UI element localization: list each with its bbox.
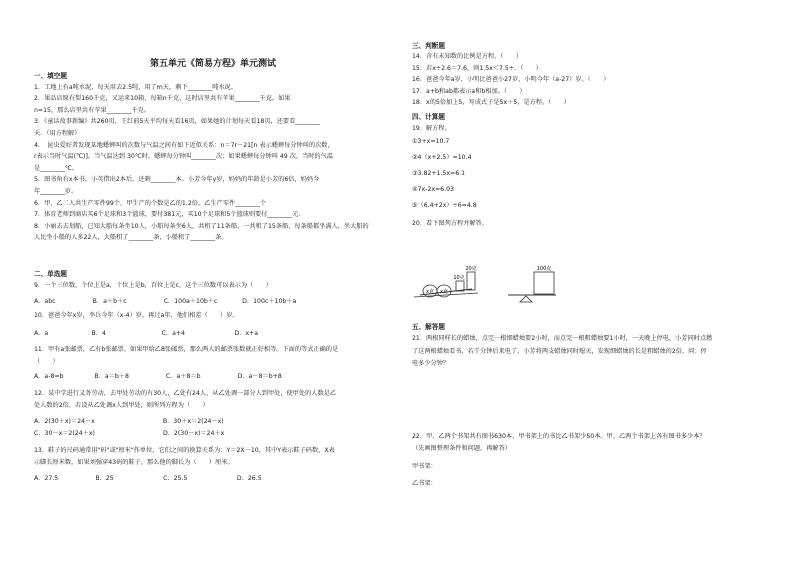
question-text: 是________℃。 bbox=[34, 164, 79, 172]
question-text: 22．甲、乙两个书架共有图书630本，甲书架上的书比乙书架少50本。甲、乙两个书架上各有图书多少本？ bbox=[412, 433, 706, 440]
question-text: 乙书架： bbox=[412, 480, 437, 487]
label-20g: 20克 bbox=[465, 266, 477, 272]
question-text: n=15，那么店里共有苹果________千克。 bbox=[34, 106, 150, 114]
weight-10g bbox=[456, 281, 464, 291]
question-text: ④7x-2x=6.03 bbox=[412, 186, 454, 193]
label-100g: 100克 bbox=[536, 266, 552, 272]
balance-scale-figure bbox=[412, 262, 562, 306]
question-text: 6．甲、乙二人共生产零件99个，甲生产的个数是乙的1.2倍，乙生产零件________个 bbox=[34, 199, 267, 207]
question-text: 11．甲有a张邮票，乙有b张邮票，如果甲给乙8张邮票，那么两人的邮票张数就正好相等。下面的等式正确的是 bbox=[34, 346, 339, 353]
label-x-gram-2: x克 bbox=[440, 289, 448, 295]
section-heading: 五、解答题 bbox=[412, 323, 445, 331]
question-text: r表示当时气温(℃)]。当气温达到 30℃时，蟋蟀每分钟叫________次；如果蟋蟀每分钟叫 49 次，当时的气温 bbox=[34, 153, 334, 161]
question-text: C．30－x＝2(24＋x) D．2(30－x)＝24＋x bbox=[34, 430, 225, 437]
page-title: 第五单元《简易方程》单元测试 bbox=[150, 59, 277, 69]
section-heading: 四、计算题 bbox=[412, 113, 445, 121]
question-text: ①3+x=10.7 bbox=[412, 138, 450, 145]
question-text: 5．图书角有x本书，小英借出2本后，还剩________本。小芳今年y岁，妈妈的年龄是小芳的6倍，妈妈今 bbox=[34, 176, 320, 184]
question-text: 天．（用方程解） bbox=[34, 130, 81, 137]
question-text: 3．《童话故事新编》共260页，王红前5天平均每天看16页，如果她的计划每天看18页，还要看________ bbox=[34, 118, 321, 126]
question-text: 1．工地上有a吨水泥，每天用去2.5吨，用了m天，剩下________吨水泥。 bbox=[34, 83, 238, 91]
question-text: 9．一个三位数，个位上是a，十位上是b，百位上是c，这个三位数可以表示为（ ） bbox=[34, 282, 272, 289]
question-text: 人比坐小船的人多22人，大船租了________条，小船租了________条。 bbox=[34, 234, 228, 242]
question-text: 15．若x÷2.6＝7.6，则1.5x＜7.5÷．（ ） bbox=[412, 64, 542, 72]
question-text: （先画图整理条件和问题，再解答） bbox=[412, 445, 511, 452]
question-text: 12．某中学进行义务劳动，去甲处劳动的有30人，乙处有24人，从乙处调一部分人到甲处，使甲处的人数是乙 bbox=[34, 390, 337, 397]
question-text: 16．爸爸今年a岁，小明比爸爸小27岁，小明今年（a-27）岁。（ ） bbox=[412, 76, 610, 84]
right-fulcrum bbox=[520, 296, 532, 302]
question-text: 4． 昆虫爱好者发现某地蟋蟀叫的次数与气温之间有如下近似关系：n＝7r－21[n 表示蟋蟀每分钟叫的次数， bbox=[34, 141, 334, 149]
question-text: ②4（x+2.5）=10.4 bbox=[412, 154, 472, 161]
question-text: 甲书架： bbox=[412, 463, 437, 470]
question-text: 处人数的2倍，若设从乙处调x人到甲处，则所列方程为（ ） bbox=[34, 402, 209, 409]
weight-20g bbox=[467, 272, 475, 290]
question-text: 17．a+b和ab都表示a和b相加。（ ） bbox=[412, 87, 526, 95]
question-text: 示脚长厘米数，如果刘强穿43码的鞋子，那么他的脚长为（ ）厘米。 bbox=[34, 459, 234, 466]
section-heading: 一、填空题 bbox=[34, 72, 67, 80]
question-text: 14．含有未知数的比例是方程。（ ） bbox=[412, 53, 522, 61]
question-text: 21．两根同样长的蜡烛，点完一根细蜡烛要2小时，而点完一根粗蜡烛要1小时，一天晚上停电，小芳同时点燃 bbox=[412, 335, 713, 342]
label-10g: 10克 bbox=[453, 275, 465, 281]
question-text: 20．看下图列方程并解答。 bbox=[412, 220, 488, 227]
question-text: A．a B．4 C．a+4 D．x+a bbox=[34, 330, 259, 337]
label-x-gram-1: x克 bbox=[426, 289, 434, 295]
question-text: 电多少分钟？ bbox=[412, 360, 450, 367]
question-text: （ ） bbox=[34, 358, 59, 365]
question-text: 10．爸爸今年x岁，李兵今年（x-4）岁，再过a年，他们相差（ ）岁。 bbox=[34, 312, 239, 319]
section-heading: 三、判断题 bbox=[412, 42, 445, 50]
question-text: 19．解方程。 bbox=[412, 125, 451, 132]
question-text: ③3.82+1.5x=6.1 bbox=[412, 170, 466, 177]
question-text: 7．体育老师到商店买6个足球和3个篮球，要付381元，买10个足球和5个篮球则要付________元． bbox=[34, 211, 305, 219]
question-text: A．a-8=b B．a＝b＋8 C．a＋8＝b D．a－8＝b+8 bbox=[34, 373, 282, 380]
question-text: 8．小丽去去划船，已知大船每条坐10人，小船每条坐6人，共租了11条船，一共租了15条船，每条船都坐满人，坐大船的 bbox=[34, 222, 369, 230]
question-text: A．2(30＋x)＝24－x B．30＋x＝2(24－x) bbox=[34, 418, 224, 425]
question-text: 18．x的5倍加上5，写成式子是5x＋5，是方程。（ ） bbox=[412, 99, 570, 106]
section-heading: 二、单选题 bbox=[34, 270, 67, 278]
weight-100g bbox=[534, 272, 554, 294]
question-text: 2．果品店原有梨160千克，又运来10箱，每箱n千克，这时店里共有苹果________千克。如果 bbox=[34, 95, 291, 103]
question-text: 了这两根蜡烛看书，若干分钟后来电了，小芳将两支蜡烛同时熄灭，发现细蜡烛的长是粗蜡烛的2倍，问：停 bbox=[412, 348, 707, 355]
question-text: A．abc B．a＋b＋c C．100a＋10b＋c D．100c＋10b＋a bbox=[34, 298, 297, 305]
question-text: A．27.5 B．25 C．25.5 D．26.5 bbox=[34, 475, 262, 482]
question-text: ⑤（6.4+2x）÷6=4.8 bbox=[412, 202, 477, 209]
question-text: 13．鞋子的尺码通常用"码"或"厘米"作单位，它们之间的换算关系为：Y＝2X－10，其中Y表示鞋子码数，X表 bbox=[34, 447, 335, 454]
question-text: 年________岁。 bbox=[34, 188, 78, 195]
